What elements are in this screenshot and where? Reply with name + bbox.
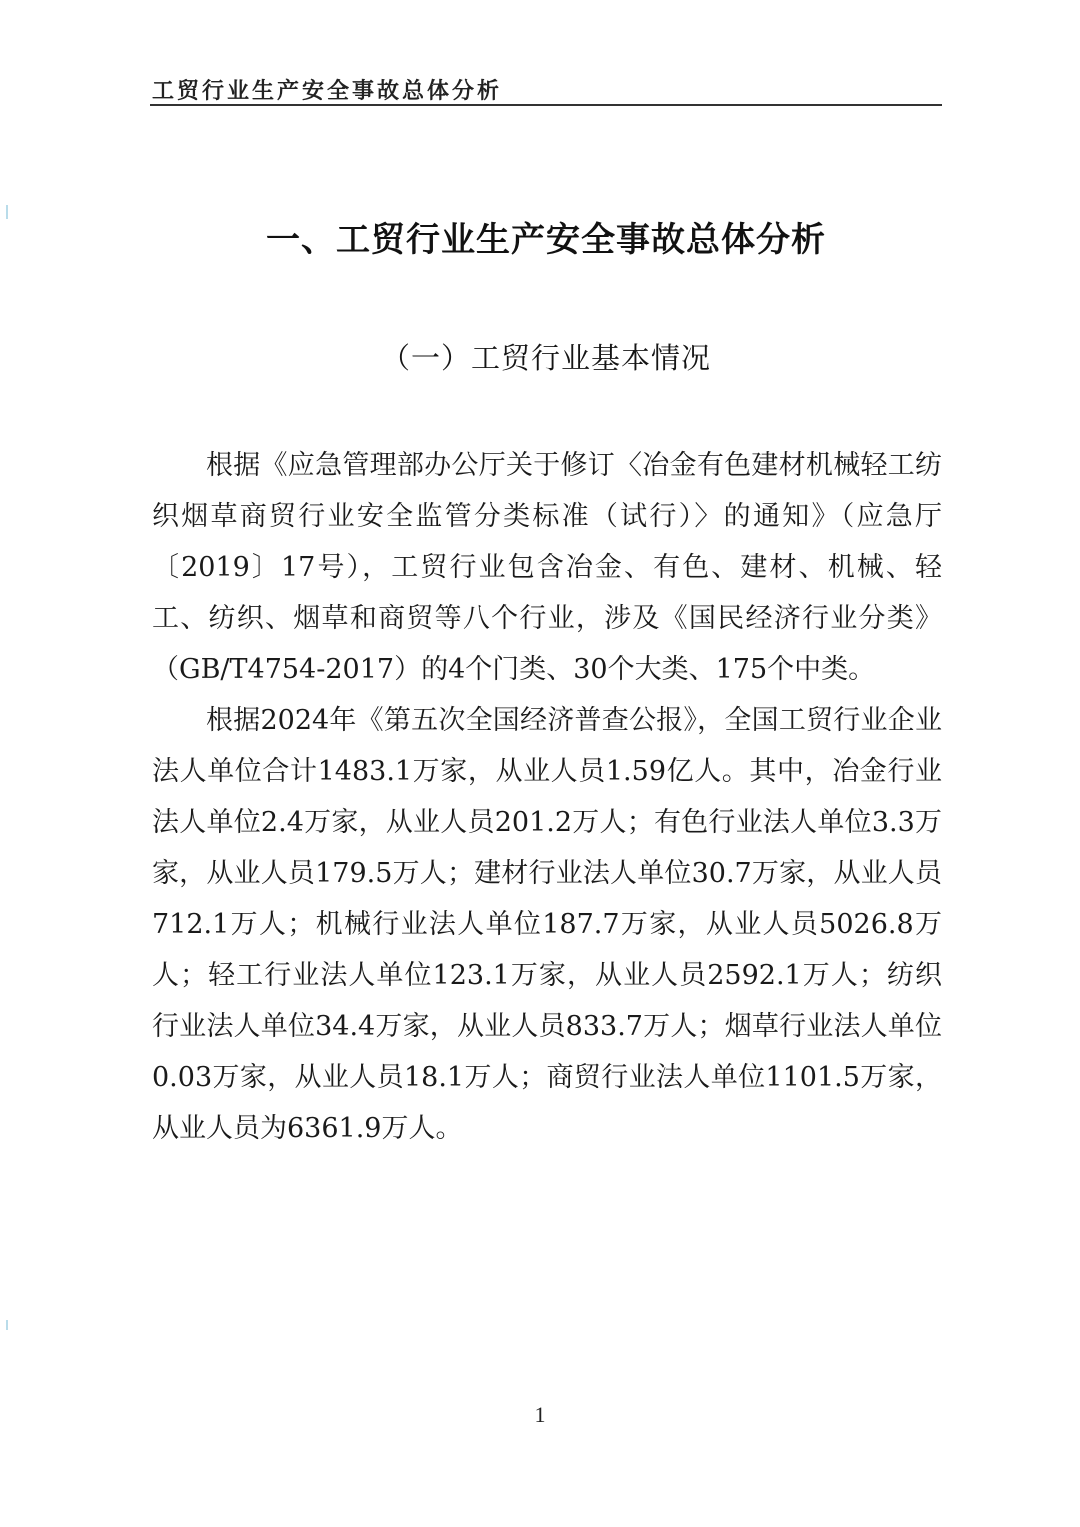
section-title: （一）工贸行业基本情况 — [380, 341, 711, 375]
body-text — [152, 440, 942, 1154]
page-number: 1 — [534, 1402, 546, 1427]
running-header: 工贸行业生产安全事故总体分析 — [152, 79, 503, 104]
scan-edge-mark — [6, 1320, 8, 1330]
header-rule — [150, 104, 942, 106]
paragraph: 根据《应急管理部办公厅关于修订〈冶金有色建材机械轻工纺织烟草商贸行业安全监管分类标准（试行）〉的通知》（应急厅〔2019〕17号），工贸行业包含冶金、有色、建材、机械、轻工、纺织、烟草和商贸等八个行业，涉及《国民经济行业分类》（GB/T4754-2017）的4个门类、30个大类、175个中类。 — [152, 450, 942, 685]
paragraph: 根据2024年《第五次全国经济普查公报》，全国工贸行业企业法人单位合计1483.1万家，从业人员1.59亿人。其中，冶金行业法人单位2.4万家，从业人员201.2万人；有色行业法人单位3.3万家，从业人员179.5万人；建材行业法人单位30.7万家，从业人员712.1万人；机械行业法人单位187.7万家，从业人员5026.8万人；轻工行业法人单位123.1万家，从业人员2592.1万人；纺织行业法人单位34.4万家，从业人员833.7万人；烟草行业法人单位0.03万家，从业人员18.1万人；商贸行业法人单位1101.5万家，从业人员为6361.9万人。 — [152, 705, 942, 1144]
scan-edge-mark — [6, 205, 8, 219]
chapter-title: 一、工贸行业生产安全事故总体分析 — [266, 220, 826, 260]
